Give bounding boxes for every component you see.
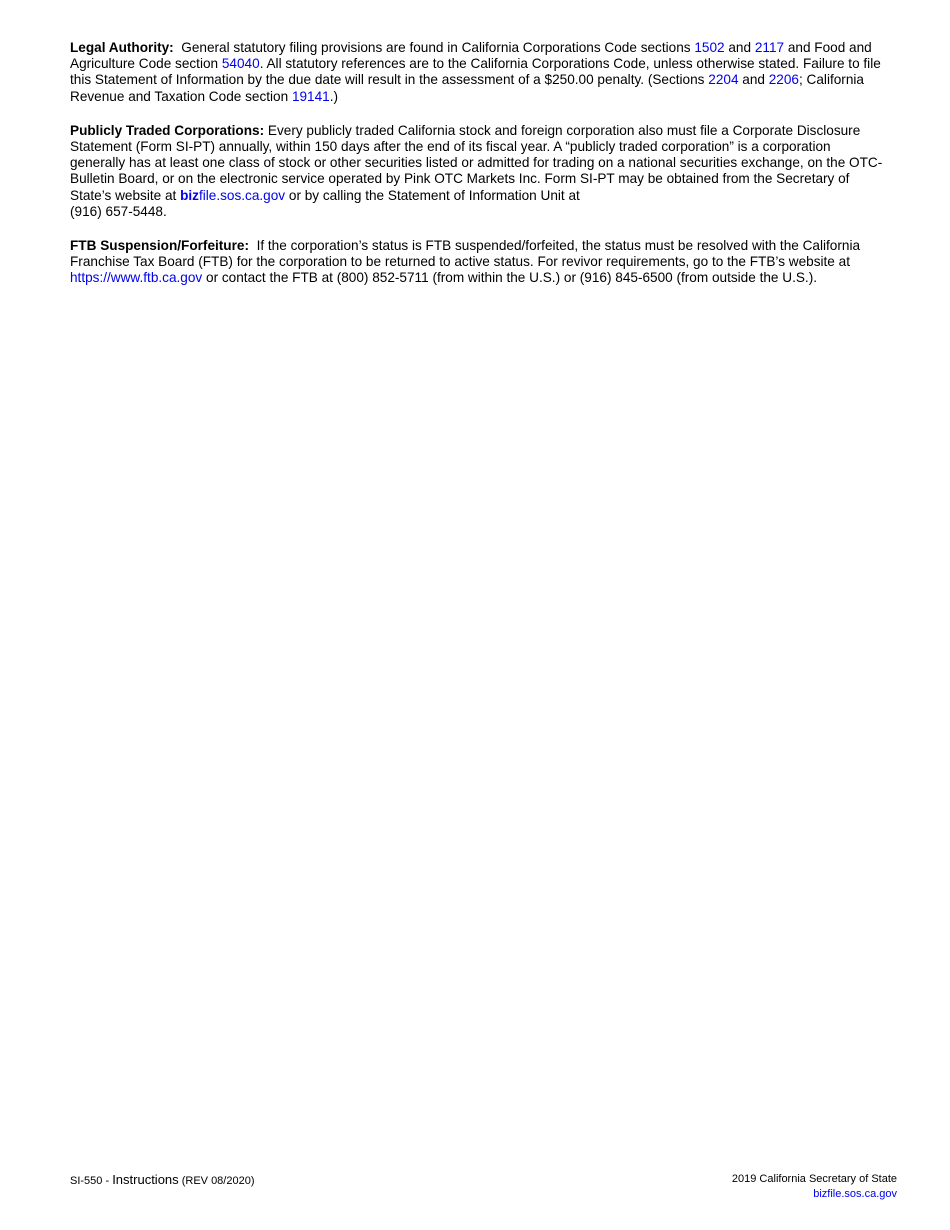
- legal-authority-text-4: . All statutory references are to the California Corporations Code, unless otherwise stated. Failure to file this Statement of Information by the due date will result in the assessment of a $250.00 penalty. (Sections: [70, 56, 881, 88]
- section-2117-link[interactable]: 2117: [754, 40, 785, 55]
- instructions-body: [70, 40, 888, 305]
- bizfile-link[interactable]: [180, 188, 285, 203]
- footer-instructions-label: Instructions: [112, 1172, 179, 1187]
- legal-authority-text-7: .): [329, 88, 339, 104]
- ftb-text-2: or contact the FTB at (800) 852-5711 (from within the U.S.) or (916) 845-6500 (from outside the U.S.).: [202, 270, 817, 286]
- legal-authority-text-6: ; California Revenue and Taxation Code section: [70, 72, 864, 104]
- legal-authority-text-1: General statutory filing provisions are found in California Corporations Code sections: [181, 40, 695, 55]
- ftb-website-link[interactable]: https://www.ftb.ca.gov: [70, 270, 203, 286]
- footer-form-id: [70, 1172, 255, 1187]
- ftb-section: [70, 238, 888, 287]
- revision-date: (REV 08/2020): [178, 1175, 255, 1187]
- bizfile-link-biz: biz: [180, 187, 199, 203]
- publicly-traded-heading: Publicly Traded Corporations:: [70, 122, 265, 138]
- legal-authority-text-2: and: [724, 40, 755, 55]
- footer-copyright: 2019 California Secretary of State: [731, 1173, 897, 1185]
- bizfile-link-domain: file.sos.ca.gov: [198, 187, 286, 203]
- publicly-traded-section: [70, 123, 888, 220]
- publicly-traded-text-1: Every publicly traded California stock and foreign corporation also must file a Corporate Disclosure Statement (Form SI-PT) annually, within 150 days after the end of its fiscal year. A “publicly traded corporation” is a corporation generally has at least one class of stock or other securities listed or admitted for trading on a national securities exchange, on the OTC-Bulletin Board, or on the electronic service operated by Pink OTC Markets Inc. Form SI-PT may be obtained from the Secretary of State’s website at: [70, 122, 883, 203]
- publicly-traded-text-2: or by calling the Statement of Information Unit at: [285, 187, 580, 203]
- section-54040-link[interactable]: 54040: [221, 56, 260, 72]
- ftb-text-1: If the corporation’s status is FTB suspended/forfeited, the status must be resolved with the California Franchise Tax Board (FTB) for the corporation to be returned to active status. For revivor requirements, go to the FTB’s website at: [70, 238, 861, 270]
- section-19141-link[interactable]: 19141: [291, 88, 330, 104]
- soi-unit-phone: (916) 657-5448.: [70, 203, 167, 219]
- form-number: SI-550 -: [70, 1175, 113, 1187]
- ftb-heading: FTB Suspension/Forfeiture:: [70, 238, 249, 254]
- legal-authority-text-3: and Food and Agriculture Code section: [70, 40, 872, 72]
- legal-authority-text-5: and: [738, 72, 769, 88]
- section-2206-link[interactable]: 2206: [768, 72, 799, 88]
- legal-authority-heading: Legal Authority:: [70, 40, 174, 55]
- section-2204-link[interactable]: 2204: [708, 72, 739, 88]
- footer-right: [732, 1172, 897, 1202]
- section-1502-link[interactable]: 1502: [694, 40, 725, 55]
- footer-website-link[interactable]: bizfile.sos.ca.gov: [813, 1188, 897, 1200]
- legal-authority-section: [70, 40, 888, 105]
